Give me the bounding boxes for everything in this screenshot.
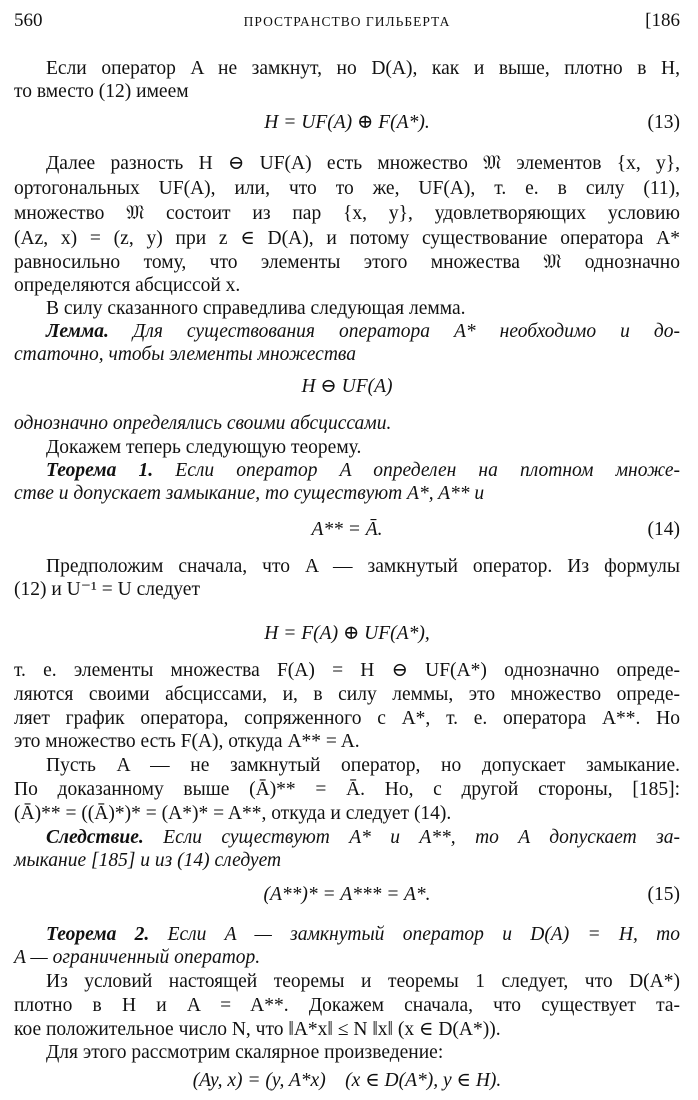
theorem-text: Если оператор A определен на плотном множе- (175, 460, 680, 481)
text-line: плотно в H и A = A**. Докажем сначала, что существует та- (14, 995, 680, 1016)
corollary-line (46, 826, 680, 850)
text-line: Далее разность H ⊖ UF(A) есть множество 𝔐 элементов {x, y}, (46, 153, 680, 174)
theorem-2-heading: Теорема 2. (46, 924, 150, 945)
equation-formula: (A**)* = A*** = A*. (263, 884, 431, 905)
text-line: т. е. элементы множества F(A) = H ⊖ UF(A*) однозначно опреде- (14, 660, 680, 681)
text-line: По доказанному выше (Ā)** = Ā. Но, с другой стороны, [185]: (14, 779, 680, 800)
corollary-text: Если существуют A* и A**, то A допускает за- (163, 827, 680, 848)
text-line: Пусть A — не замкнутый оператор, но допускает замыкание. (46, 755, 680, 776)
text-line: ляет график оператора, сопряженного с A*, т. е. оператора A**. Но (14, 708, 680, 729)
theorem-line: стве и допускает замыкание, то существуют A*, A** и (14, 483, 485, 504)
text-line: это множество есть F(A), откуда A** = A. (14, 731, 360, 752)
running-title: ПРОСТРАНСТВО ГИЛЬБЕРТА (243, 14, 451, 29)
text-line: Если оператор A не замкнут, но D(A), как и выше, плотно в H, (46, 58, 680, 79)
text-line: множество 𝔐 состоит из пар {x, y}, удовлетворяющих условию (14, 203, 680, 224)
theorem-1-heading: Теорема 1. (46, 460, 154, 481)
text-line: (Ā)** = ((Ā)*)* = (A*)* = A**, откуда и следует (14). (14, 803, 452, 824)
lemma-line (46, 320, 680, 344)
text-line: Для этого рассмотрим скалярное произведение: (46, 1042, 444, 1063)
text-line: (Az, x) = (z, y) при z ∈ D(A), и потому существование оператора A* (14, 228, 680, 249)
equation-formula: H = UF(A) ⊕ F(A*). (264, 112, 430, 133)
page-number: 560 (14, 10, 43, 31)
equation-formula: H = F(A) ⊕ UF(A*), (264, 623, 430, 644)
equation-number: (14) (647, 519, 680, 540)
text-line: В силу сказанного справедлива следующая лемма. (46, 298, 466, 319)
text-line: (12) и U⁻¹ = U следует (14, 579, 200, 600)
equation-number: (15) (647, 884, 680, 905)
text-line: Из условий настоящей теоремы и теоремы 1 следует, что D(A*) (46, 971, 680, 992)
theorem-line (46, 923, 680, 947)
lemma-text: Для существования оператора A* необходимо и до- (132, 321, 681, 342)
text-line: ляются своими абсциссами, и, в силу леммы, это множество опреде- (14, 684, 680, 705)
lemma-heading: Лемма. (46, 321, 109, 342)
equation-number: (13) (647, 112, 680, 133)
theorem-line: A — ограниченный оператор. (14, 947, 261, 968)
text-line: ортогональных UF(A), или, что то же, UF(A), т. е. в силу (11), (14, 178, 680, 199)
lemma-line: однозначно определялись своими абсциссами. (14, 413, 392, 434)
lemma-line: статочно, чтобы элементы множества (14, 344, 356, 365)
equation-formula: A** = Ā. (311, 519, 383, 540)
corollary-heading: Следствие. (46, 827, 144, 848)
text-line: то вместо (12) имеем (14, 81, 189, 102)
text-line: Предположим сначала, что A — замкнутый оператор. Из формулы (46, 556, 680, 577)
theorem-text: Если A — замкнутый оператор и D(A) = H, то (167, 924, 680, 945)
section-number: [186 (645, 10, 680, 31)
equation-formula: H ⊖ UF(A) (301, 376, 393, 397)
text-line: определяются абсциссой x. (14, 275, 241, 296)
text-line: равносильно тому, что элементы этого множества 𝔐 однозначно (14, 252, 680, 273)
text-line: кое положительное число N, что ‖A*x‖ ≤ N ‖x‖ (x ∈ D(A*)). (14, 1019, 501, 1040)
corollary-line: мыкание [185] и из (14) следует (14, 850, 282, 871)
page-header (14, 10, 680, 36)
theorem-line (46, 459, 680, 483)
equation-formula: (Ay, x) = (y, A*x) (x ∈ D(A*), y ∈ H). (192, 1070, 502, 1091)
text-line: Докажем теперь следующую теорему. (46, 437, 362, 458)
